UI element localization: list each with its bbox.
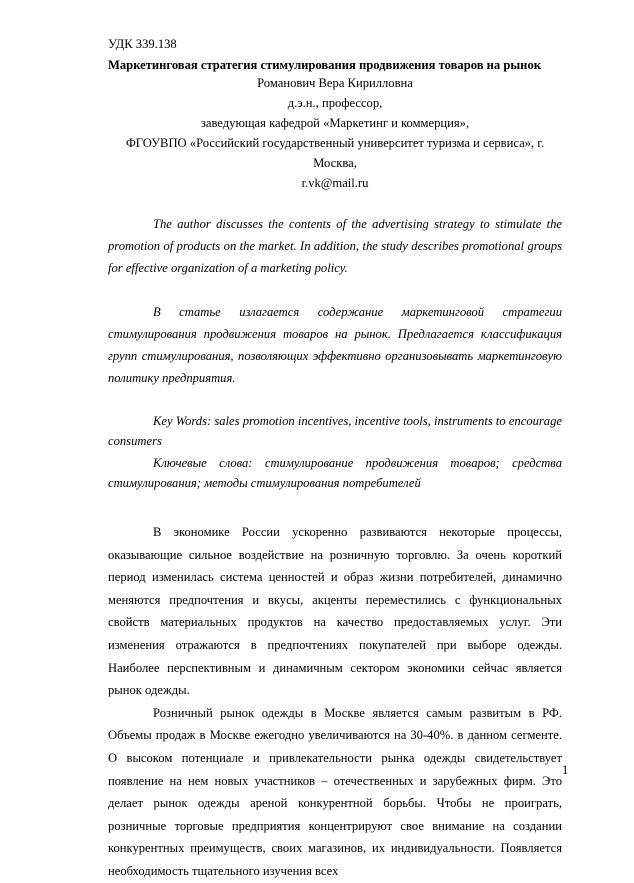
document-page [108,36,562,883]
author-position: заведующая кафедрой «Маркетинг и коммерция», [200,116,470,130]
keywords-english: Key Words: sales promotion incentives, incentive tools, instruments to encourage consumers [108,414,562,448]
article-title: Маркетинговая стратегия стимулирования продвижения товаров на рынок [108,58,541,72]
page-number: 1 [562,763,569,777]
abstract-russian: В статье излагается содержание маркетинговой стратегии стимулирования продвижения товаров на рынок. Предлагается классификация групп стимулирования, позволяющих эффективно организовывать маркетинговую политику предприятия. [108,305,562,385]
author-email: r.vk@mail.ru [301,176,369,190]
author-affiliation: ФГОУВПО «Российский государственный университет туризма и сервиса», г. Москва, [125,136,545,170]
abstract-english: The author discusses the contents of the advertising strategy to stimulate the promotion of products on the market. In addition, the study describes promotional groups for effective organization of a marketing policy. [108,217,562,275]
udk-code: УДК 339.138 [108,37,177,51]
body-paragraph-1: В экономике России ускоренно развиваются некоторые процессы, оказывающие сильное воздействие на розничную торговлю. За очень короткий период изменилась система ценностей и образ жизни потребителей, динамично меняются предпочтения и вкусы, акценты переместились с функциональных свойств материальных продуктов на качество предоставляемых услуг. Эти изменения отражаются в предпочтениях покупателей при выборе одежды. Наиболее перспективным и динамичным сектором экономики сейчас является рынок одежды. [108,525,562,698]
body-paragraph-2: Розничный рынок одежды в Москве является самым развитым в РФ. Объемы продаж в Москве ежегодно увеличиваются на 30-40%. в данном сегменте. О высоком потенциале и привлекательности рынка одежды свидетельствует появление на нем новых участников – отечественных и зарубежных фирм. Это делает рынок одежды ареной конкурентной борьбы. Чтобы не проиграть, розничные торговые предприятия концентрируют свое внимание на создании конкурентных преимуществ, своих магазинов, их индивидуальности. Появляется необходимость тщательного изучения всех [108,705,562,878]
author-name: Романович Вера Кирилловна [257,76,413,90]
author-degree: д.э.н., профессор, [287,96,383,110]
keywords-russian: Ключевые слова: стимулирование продвижения товаров; средства стимулирования; методы стимулирования потребителей [108,456,562,490]
